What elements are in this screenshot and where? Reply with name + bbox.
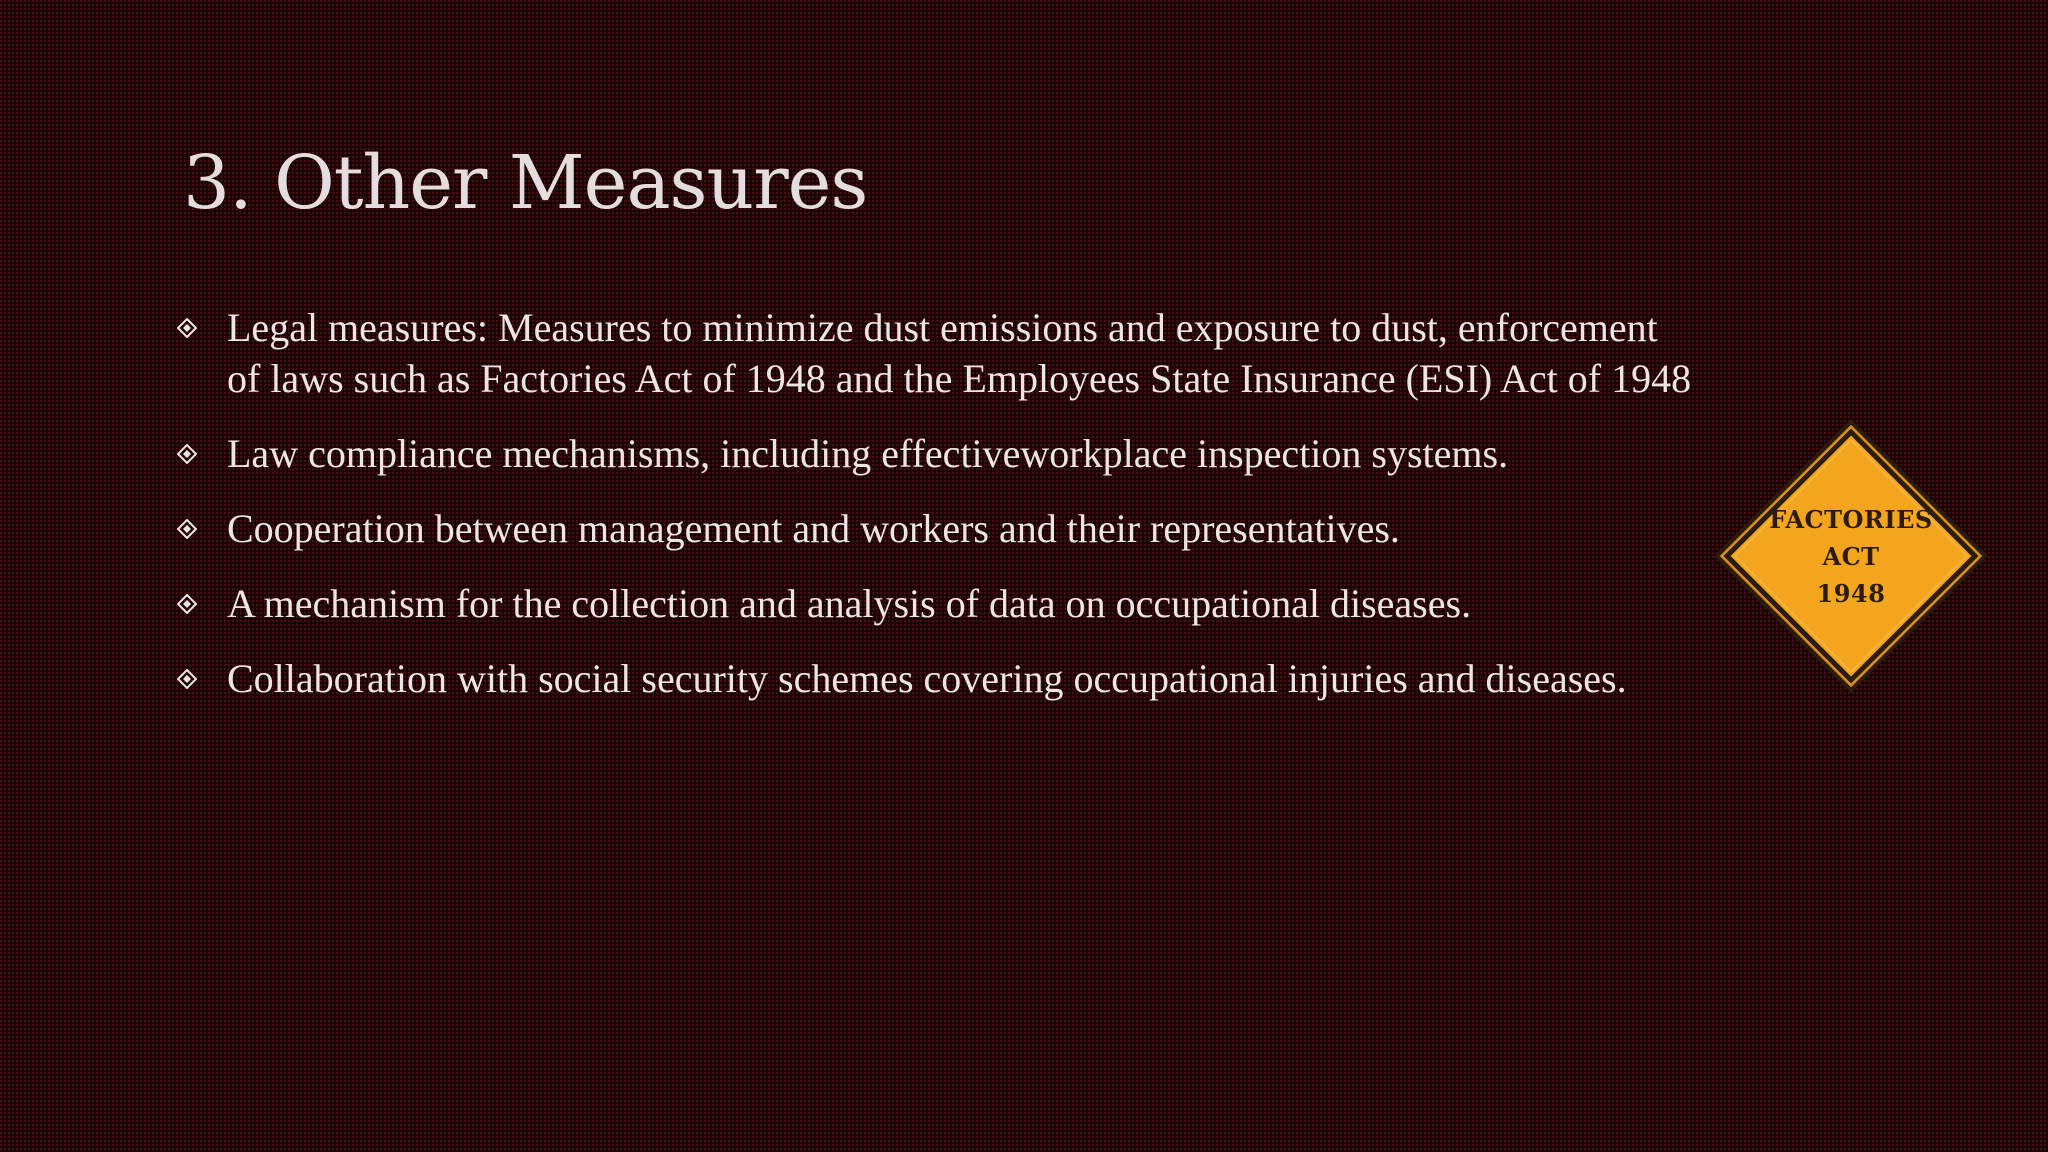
bullet-text: Legal measures: Measures to minimize dust emissions and exposure to dust, enforcement [227, 305, 1658, 350]
bullet-item [175, 578, 1895, 629]
bullet-item [175, 653, 1895, 704]
diamond-bullet-icon [177, 444, 197, 464]
sign-line-act: ACT [1822, 541, 1880, 571]
diamond-bullet-icon [177, 519, 197, 539]
slide-title: 3. Other Measures [183, 140, 868, 226]
bullet-text: Collaboration with social security schemes covering occupational injuries and diseases. [227, 656, 1627, 701]
sign-text [1713, 418, 1989, 694]
sign-line-year: 1948 [1816, 578, 1886, 608]
bullet-text: Cooperation between management and workers and their representatives. [227, 506, 1400, 551]
bullet-item [175, 428, 1895, 479]
bullet-text: A mechanism for the collection and analysis of data on occupational diseases. [227, 581, 1472, 626]
diamond-bullet-icon [177, 318, 197, 338]
diamond-bullet-icon [177, 669, 197, 689]
bullet-item [175, 503, 1895, 554]
factories-act-sign [1713, 418, 1989, 694]
bullet-text-continuation: of laws such as Factories Act of 1948 and the Employees State Insurance (ESI) Act of 1948 [227, 356, 1692, 401]
diamond-bullet-icon [177, 594, 197, 614]
bullet-text: Law compliance mechanisms, including effectiveworkplace inspection systems. [227, 431, 1509, 476]
sign-line-factories: FACTORIES [1769, 504, 1933, 534]
bullet-item [175, 302, 1895, 404]
bullet-list [175, 302, 1895, 728]
